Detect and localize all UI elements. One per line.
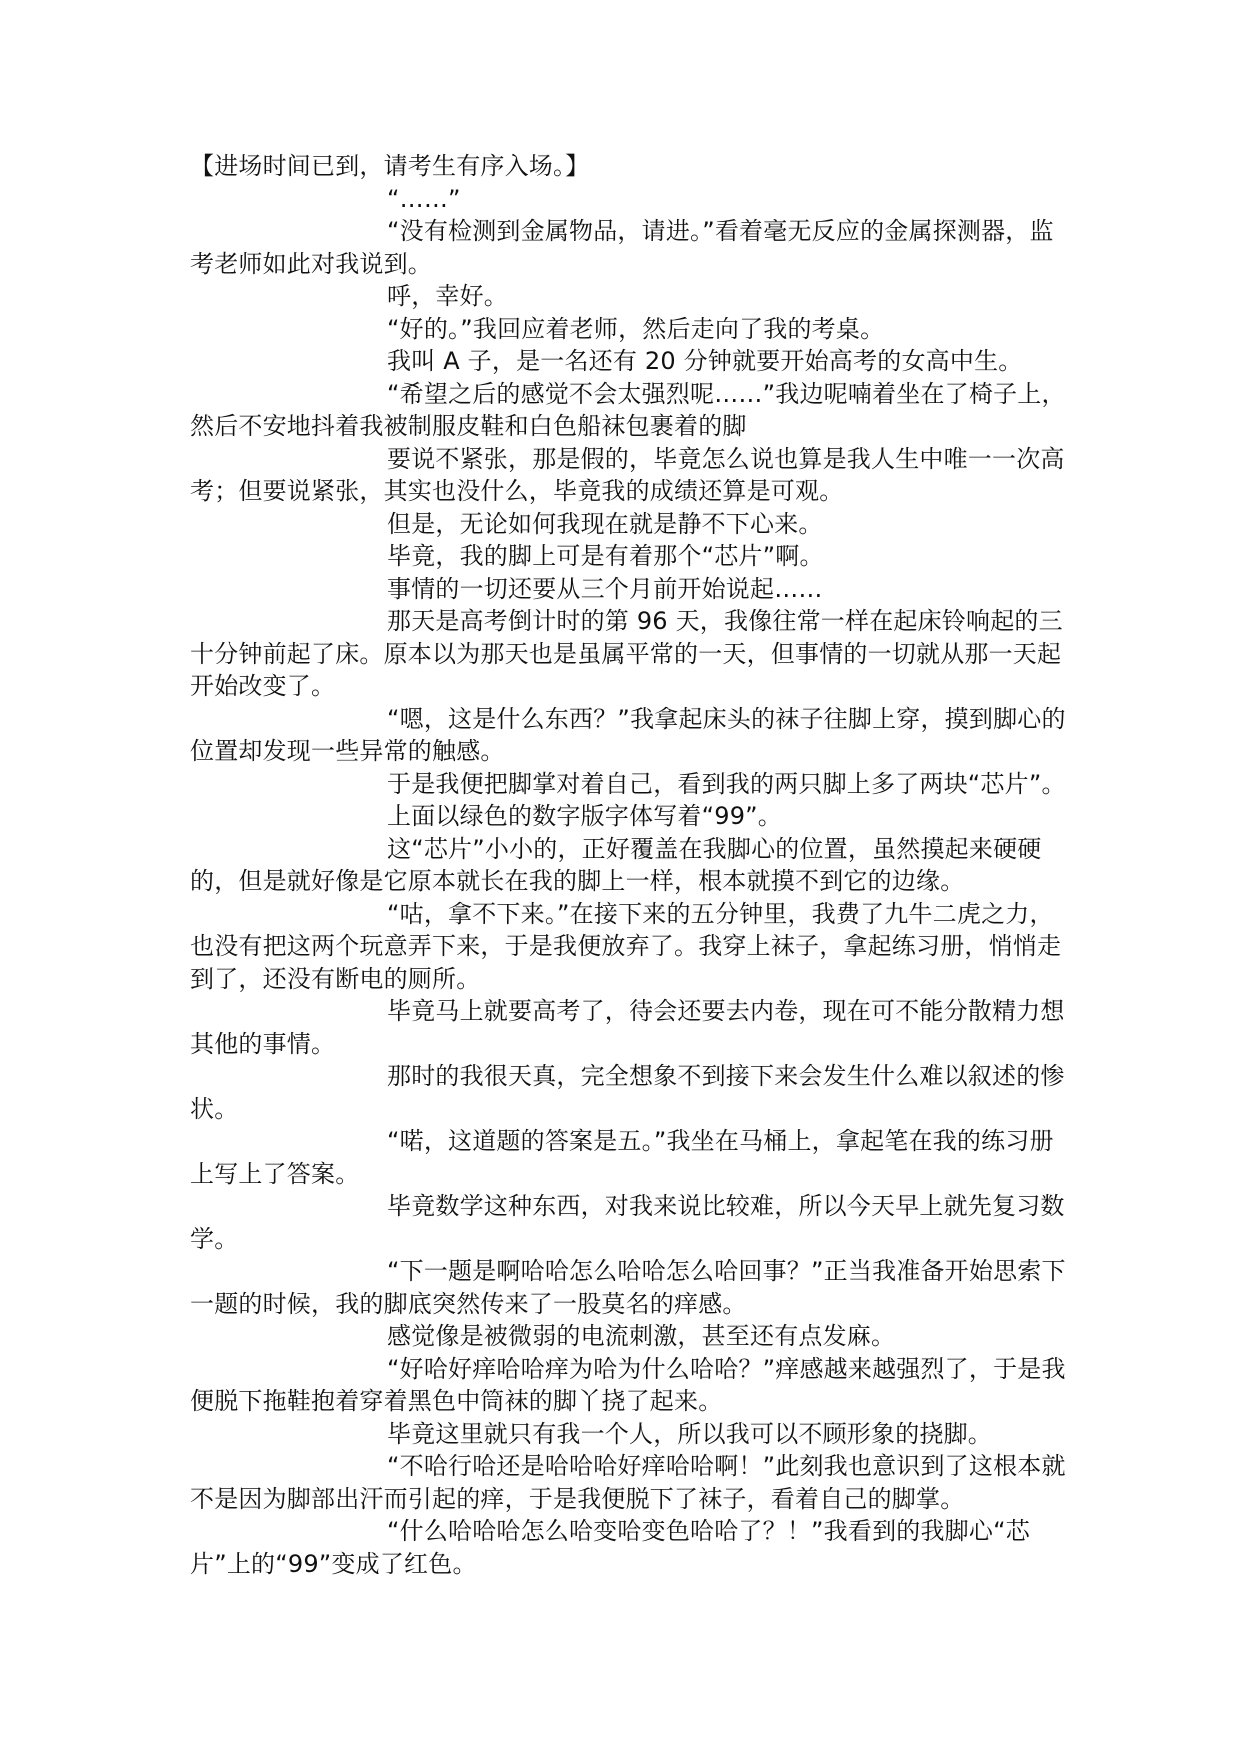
paragraph: 事情的一切还要从三个月前开始说起…… xyxy=(387,574,823,603)
paragraph: 毕竟马上就要高考了，待会还要去内卷，现在可不能分散精力想其他的事情。 xyxy=(190,997,1065,1058)
paragraph: “嗯，这是什么东西？”我拿起床头的袜子往脚上穿，摸到脚心的位置却发现一些异常的触感。 xyxy=(190,704,1066,765)
paragraph: 毕竟数学这种东西，对我来说比较难，所以今天早上就先复习数学。 xyxy=(190,1192,1065,1253)
paragraph: 但是，无论如何我现在就是静不下心来。 xyxy=(387,509,823,538)
paragraph: 呼，幸好。 xyxy=(387,282,508,310)
paragraph: “喏，这道题的答案是五。”我坐在马桶上，拿起笔在我的练习册上写上了答案。 xyxy=(190,1127,1054,1188)
paragraph: 毕竟这里就只有我一个人，所以我可以不顾形象的挠脚。 xyxy=(387,1419,992,1448)
paragraph: 于是我便把脚掌对着自己，看到我的两只脚上多了两块“芯片”。 xyxy=(387,769,1066,798)
paragraph: 那时的我很天真，完全想象不到接下来会发生什么难以叙述的惨状。 xyxy=(190,1062,1065,1123)
paragraph: 感觉像是被微弱的电流刺激，甚至还有点发麻。 xyxy=(387,1322,896,1350)
paragraph: 这“芯片”小小的，正好覆盖在我脚心的位置，虽然摸起来硬硬的，但是就好像是它原本就长在我的脚上一样，根本就摸不到它的边缘。 xyxy=(190,834,1042,895)
paragraph: 上面以绿色的数字版字体写着“99”。 xyxy=(387,802,783,830)
paragraph: “没有检测到金属物品，请进。”看着毫无反应的金属探测器，监考老师如此对我说到。 xyxy=(190,217,1054,278)
paragraph: 我叫 A 子，是一名还有 20 分钟就要开始高考的女高中生。 xyxy=(387,347,1023,375)
paragraph: “……” xyxy=(387,184,461,213)
paragraph: “什么哈哈哈怎么哈变哈变色哈哈了？！”我看到的我脚心“芯片”上的“99”变成了红色。 xyxy=(190,1517,1030,1578)
paragraph: 那天是高考倒计时的第 96 天，我像往常一样在起床铃响起的三十分钟前起了床。原本以为那天也是虽属平常的一天，但事情的一切就从那一天起开始改变了。 xyxy=(190,607,1063,700)
paragraph: 毕竟，我的脚上可是有着那个“芯片”啊。 xyxy=(387,542,824,570)
paragraph: “下一题是啊哈哈怎么哈哈怎么哈回事？”正当我准备开始思索下一题的时候，我的脚底突然传来了一股莫名的痒感。 xyxy=(190,1257,1066,1318)
paragraph: 要说不紧张，那是假的，毕竟怎么说也算是我人生中唯一一次高考；但要说紧张，其实也没什么，毕竟我的成绩还算是可观。 xyxy=(190,444,1065,505)
document-body xyxy=(190,150,1070,1580)
paragraph: “希望之后的感觉不会太强烈呢……”我边呢喃着坐在了椅子上，然后不安地抖着我被制服皮鞋和白色船袜包裹着的脚 xyxy=(190,379,1066,440)
paragraph: “咕，拿不下来。”在接下来的五分钟里，我费了九牛二虎之力，也没有把这两个玩意弄下来，于是我便放弃了。我穿上袜子，拿起练习册，悄悄走到了，还没有断电的厕所。 xyxy=(190,899,1062,993)
paragraph: “好的。”我回应着老师，然后走向了我的考桌。 xyxy=(387,314,885,343)
paragraph: “不哈行哈还是哈哈哈好痒哈哈啊！”此刻我也意识到了这根本就不是因为脚部出汗而引起的痒，于是我便脱下了袜子，看着自己的脚掌。 xyxy=(190,1452,1066,1513)
paragraph: 【进场时间已到，请考生有序入场。】 xyxy=(190,152,590,180)
paragraph: “好哈好痒哈哈痒为哈为什么哈哈？”痒感越来越强烈了，于是我便脱下拖鞋抱着穿着黑色中筒袜的脚丫挠了起来。 xyxy=(190,1354,1066,1415)
